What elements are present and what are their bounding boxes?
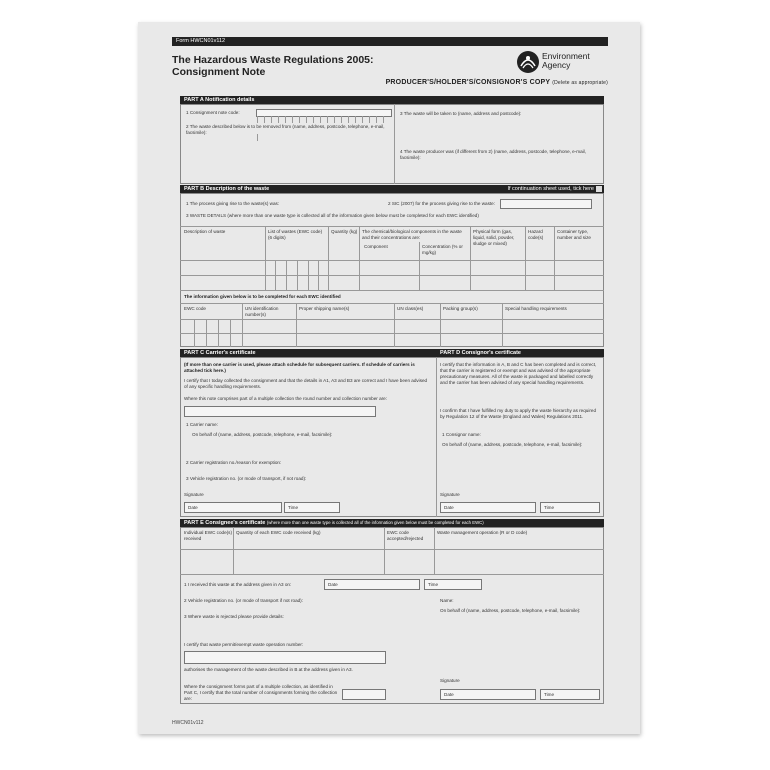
agency-name [542,52,590,70]
part-e-heading-text: PART E Consignee's certificate [184,520,266,526]
consignor-time-label: Time [544,505,555,510]
col-components: The chemical/biological components in the waste and their concentrations are: [362,229,462,240]
part-b-heading-text: PART B Description of the waste [184,186,270,192]
col-physical-form: Physical form (gas, liquid, solid, powder, sludge or mixed) [473,229,515,246]
received-time-input[interactable] [424,579,482,590]
copy-note: (Delete as appropriate) [552,80,608,86]
received-date-input[interactable] [324,579,420,590]
part-e-heading [180,519,604,527]
logo-line-2: Agency [542,60,571,70]
e-col-accepted: EWC code accepted/rejected [387,530,424,541]
col-description: Description of waste [184,229,226,234]
carrier-date-input[interactable] [184,502,282,513]
round-collection-input[interactable] [184,406,376,417]
part-c-certify: I certify that I today collected the consignment and that the details in A1, A3 and B3 are correct and I have been advised of any specific handling requirements. [184,378,428,389]
consignment-code-label: 1 Consignment note code: [186,110,240,115]
col2-shipping-name: Proper shipping name(s) [299,306,350,311]
received-date-label: Date [328,582,338,587]
carrier-signature-label: Signature [184,492,204,497]
e-col-ewc-received: Individual EWC code(s) received [184,530,232,541]
waste-details-label: 3 WASTE DETAILS (where more than one waste type is collected all of the information given below must be completed for each EWC identified) [186,213,479,218]
carrier-registration-label: 2 Carrier registration no./reason for exemption: [186,460,282,465]
received-label: 1 I received this waste at the address given in A3 on: [184,582,292,587]
col-hazard-code: Hazard code(s) [528,229,544,240]
consignor-signature-label: Signature [440,492,460,497]
title-line-2: Consignment Note [172,66,266,78]
consignor-behalf-label: On behalf of (name, address, postcode, telephone, e-mail, facsimile): [442,442,583,447]
col-concentration: Concentration (% or mg/kg) [422,244,463,255]
vehicle-registration-label: 3 Vehicle registration no. (or mode of transport, if not road): [186,476,307,481]
continuation-checkbox[interactable] [596,186,602,192]
consignor-time-input[interactable] [540,502,600,513]
waste-producer-label: 4 The waste producer was (if different from 2) (name, address, postcode, telephone, e-mail, facsimile): [400,149,586,160]
consignee-time-label: Time [544,692,555,697]
consignments-count-input[interactable] [342,689,386,700]
rejected-label: 3 Where waste is rejected please provide details: [184,614,284,619]
consignor-date-label: Date [444,505,454,510]
carrier-time-label: Time [288,505,299,510]
part-d-certify-2: I confirm that I have fulfilled my duty to apply the waste hierarchy as required by Regulation 12 of the Waste (England and Wales) Regulations 2011. [440,408,597,419]
col-quantity: Quantity (kg) [331,229,358,234]
e-vehicle-label: 2 Vehicle registration no. (or mode of transport if not road): [184,598,303,603]
part-d-certify-1: I certify that the information in A, B and C has been completed and is correct, that the carrier is registered or exempt and was advised of the appropriate precautionary measures. All of the waste is packaged and labelled correctly and the carrier has been advised of any special handling requirements. [440,362,597,385]
logo-line-1: Environment [542,51,590,61]
part-d-heading: PART D Consignor's certificate [436,349,604,357]
part-a-heading: PART A Notification details [180,96,604,104]
process-label: 1 The process giving rise to the waste(s) was: [186,201,280,206]
part-c-multi: Where this note comprises part of a multiple collection the round number and collection number are: [184,396,387,401]
part-c-heading: PART C Carrier's certificate [180,349,436,357]
consignor-date-input[interactable] [440,502,536,513]
col2-special-handling: Special handling requirements [505,306,567,311]
col-component: Component [364,244,388,249]
consignee-date-label: Date [444,692,454,697]
col2-ewc-code: EWC code [184,306,206,311]
sic-label: 2 SIC (2007) for the process giving rise to the waste: [388,201,495,206]
info-line: The information given below is to be completed for each EWC identified [184,294,341,299]
carrier-time-input[interactable] [284,502,340,513]
copy-label-text: PRODUCER'S/HOLDER'S/CONSIGNOR'S COPY [385,79,551,86]
e-col-operation: Waste management operation (R or D code) [437,530,528,535]
form-code-bar: Form HWCN01v112 [172,37,608,46]
continuation-label: If continuation sheet used, tick here [507,186,594,192]
col-container: Container type, number and size [557,229,591,240]
e-col-quantity: Quantity of each EWC code received (kg) [236,530,321,535]
consignment-note-sheet [138,22,640,734]
consignee-signature-label: Signature [440,678,460,683]
footer-code: HWCN01v112 [172,720,204,726]
authorises-label: authorises the management of the waste described in B at the address given in A3. [184,667,353,672]
multi-collection-label: Where the consignment forms part of a multiple collection, as identified in Part C, I certify that the total number of consignments forming the collection are: [184,684,338,701]
consignee-date-input[interactable] [440,689,536,700]
part-e-heading-note: (where more than one waste type is collected all of the information given below must be completed for each EWC) [266,520,484,525]
part-b-heading [180,185,604,193]
consignee-name-label: Name: [440,598,454,603]
permit-label: I certify that waste permit/exempt waste operation number: [184,642,304,647]
permit-input[interactable] [184,651,386,664]
form-title [172,54,374,78]
carrier-name-label: 1 Carrier name: [186,422,218,427]
copy-label [358,79,608,86]
col2-un-class: UN class(es) [397,306,424,311]
consignment-code-input[interactable] [256,109,392,117]
consignee-behalf-label: On behalf of (name, address, postcode, telephone, e-mail, facsimile): [440,608,581,613]
received-time-label: Time [428,582,439,587]
carrier-behalf-label: On behalf of (name, address, postcode, telephone, e-mail, facsimile): [192,432,333,437]
consignee-time-input[interactable] [540,689,600,700]
consignor-name-label: 1 Consignor name: [442,432,481,437]
col2-un-number: UN identification number(s) [245,306,279,317]
title-line-1: The Hazardous Waste Regulations 2005: [172,54,374,66]
sic-input[interactable] [500,199,592,209]
taken-to-label: 3 The waste will be taken to (name, address and postcode): [400,111,522,116]
carrier-date-label: Date [188,505,198,510]
col-ewc-code: List of wastes (EWC code) (6 digits) [268,229,323,240]
part-c-intro: (If more than one carrier is used, please attach schedule for subsequent carriers. If schedule of carriers is attached tick here.) [184,362,415,373]
col2-packing-group: Packing group(s) [443,306,478,311]
environment-agency-logo-icon [516,50,540,74]
removed-from-label: 2 The waste described below is to be removed from (name, address, postcode, telephone, e-mail, facsimile): [186,124,385,135]
